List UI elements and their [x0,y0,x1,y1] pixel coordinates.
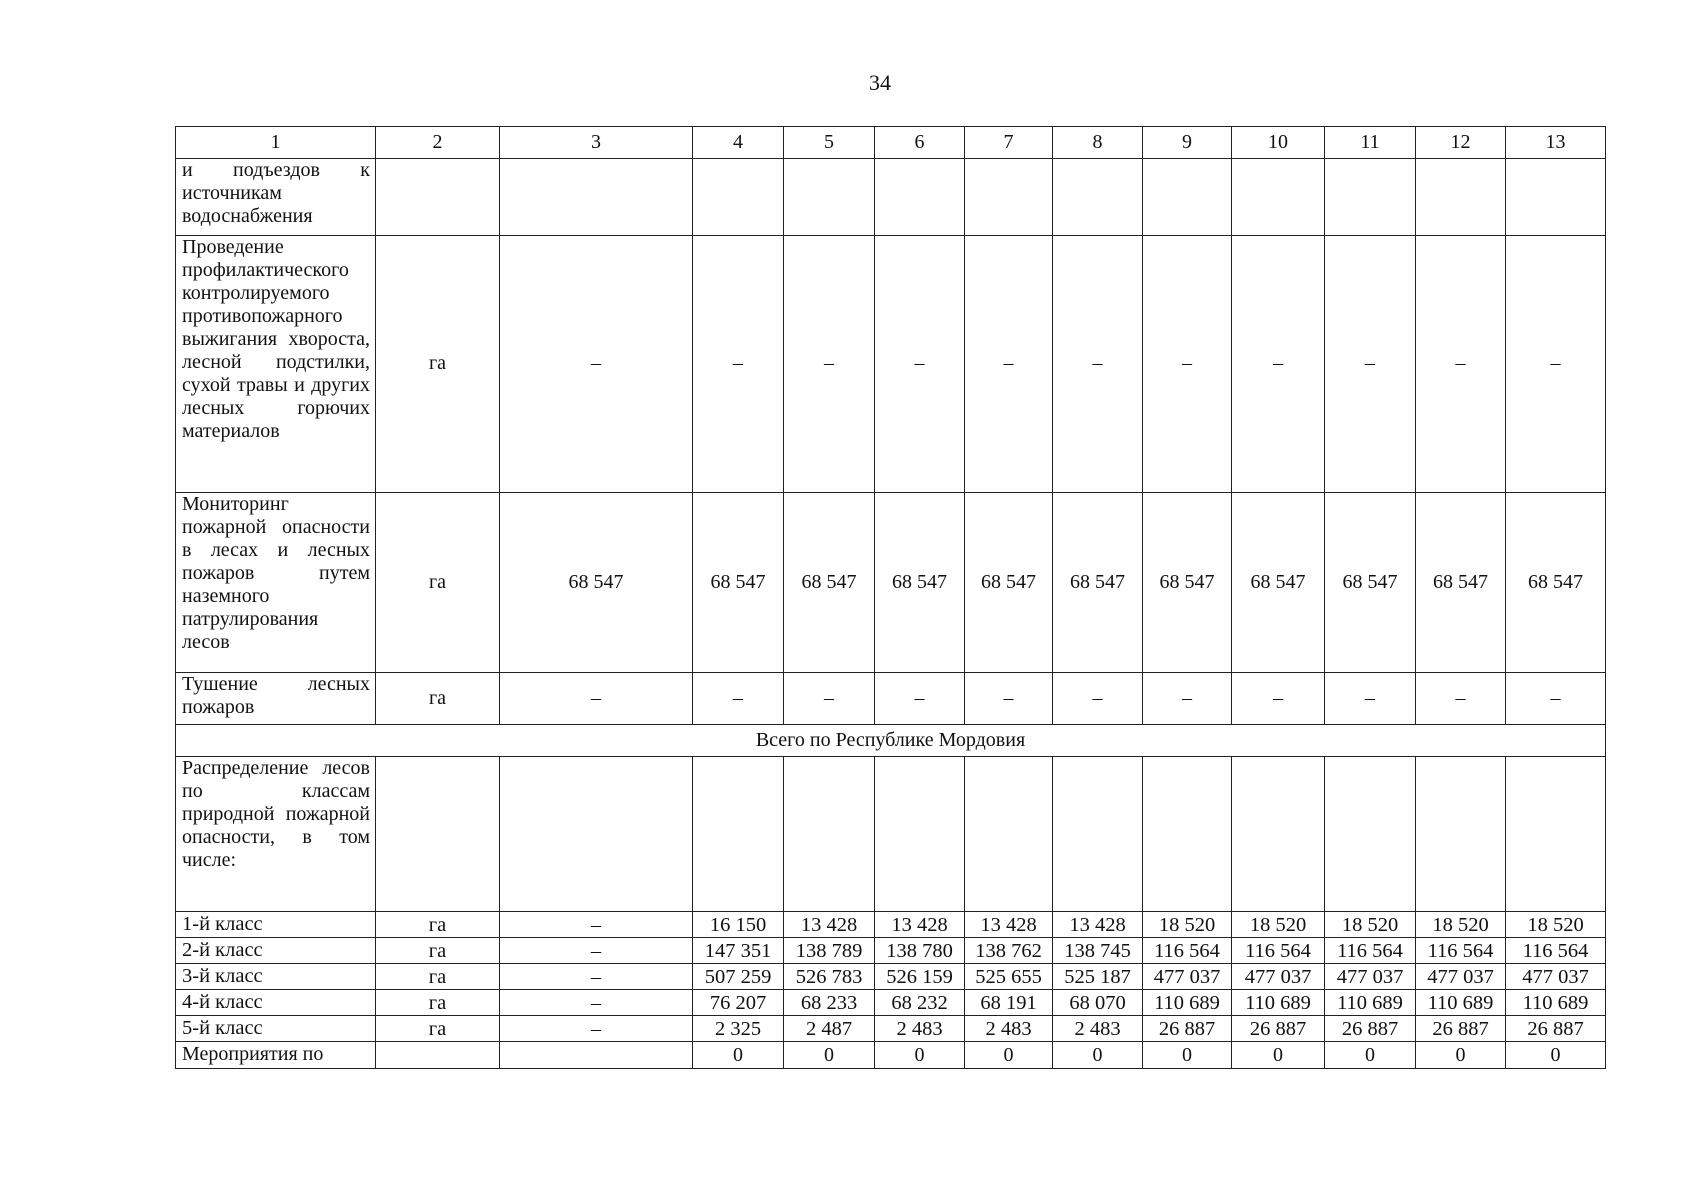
value-cell: 16 150 [693,912,784,938]
value-cell: – [1506,673,1606,725]
value-cell: – [1325,673,1416,725]
value-cell: 2 483 [1053,1016,1143,1042]
value-cell [1053,159,1143,236]
value-cell: – [1143,673,1232,725]
row-label: 5-й класс [176,1016,376,1042]
table-row-burn [176,236,1606,493]
value-cell: – [1232,236,1325,493]
value-cell: 18 520 [1143,912,1232,938]
value-cell: – [1416,673,1506,725]
column-number: 4 [693,127,784,159]
row-label: 3-й класс [176,964,376,990]
value-cell: – [500,673,693,725]
value-cell: – [500,938,693,964]
value-cell [1232,757,1325,912]
value-cell: 477 037 [1232,964,1325,990]
value-cell: 525 655 [965,964,1053,990]
value-cell [1143,757,1232,912]
value-cell: 68 191 [965,990,1053,1016]
value-cell [875,159,965,236]
value-cell [500,757,693,912]
column-number: 7 [965,127,1053,159]
value-cell: 110 689 [1416,990,1506,1016]
table-row-fire [176,673,1606,725]
row-label: 2-й класс [176,938,376,964]
value-cell [784,757,875,912]
value-cell: 0 [1325,1042,1416,1069]
unit-cell: га [376,493,500,673]
value-cell: 116 564 [1506,938,1606,964]
value-cell: 0 [693,1042,784,1069]
value-cell: 68 547 [1143,493,1232,673]
value-cell: 110 689 [1325,990,1416,1016]
table-row-monitor [176,493,1606,673]
unit-cell: га [376,938,500,964]
value-cell: 526 783 [784,964,875,990]
value-cell: 13 428 [784,912,875,938]
value-cell: 525 187 [1053,964,1143,990]
value-cell: 68 547 [875,493,965,673]
column-number: 6 [875,127,965,159]
table-row-measures [176,1042,1606,1069]
value-cell: 0 [1053,1042,1143,1069]
value-cell: – [965,236,1053,493]
value-cell: – [1053,236,1143,493]
value-cell: 2 325 [693,1016,784,1042]
value-cell [1416,757,1506,912]
value-cell: – [693,236,784,493]
value-cell: – [1143,236,1232,493]
value-cell: 68 547 [1416,493,1506,673]
value-cell: 477 037 [1143,964,1232,990]
value-cell: – [1232,673,1325,725]
value-cell [1506,757,1606,912]
row-label: Распределение лесов по классам природной пожарной опасности, в том числе: [176,757,376,912]
column-number: 13 [1506,127,1606,159]
value-cell: 477 037 [1506,964,1606,990]
section-row [176,725,1606,757]
column-number: 11 [1325,127,1416,159]
value-cell: 526 159 [875,964,965,990]
value-cell: – [875,673,965,725]
value-cell [1053,757,1143,912]
column-number: 2 [376,127,500,159]
value-cell: 13 428 [875,912,965,938]
value-cell: 68 547 [1325,493,1416,673]
value-cell: – [500,964,693,990]
value-cell: 110 689 [1232,990,1325,1016]
value-cell: – [965,673,1053,725]
column-number: 9 [1143,127,1232,159]
value-cell: 68 233 [784,990,875,1016]
value-cell: – [500,1016,693,1042]
value-cell: 68 547 [965,493,1053,673]
table-row-class5 [176,1016,1606,1042]
value-cell: 26 887 [1416,1016,1506,1042]
column-number: 3 [500,127,693,159]
value-cell: 2 483 [875,1016,965,1042]
value-cell: 68 547 [1053,493,1143,673]
value-cell: – [500,912,693,938]
table-body [176,127,1606,1069]
value-cell: 68 547 [784,493,875,673]
value-cell: 76 207 [693,990,784,1016]
value-cell [965,159,1053,236]
value-cell: 507 259 [693,964,784,990]
value-cell: – [693,673,784,725]
row-label: Тушение лесных пожаров [176,673,376,725]
value-cell [693,159,784,236]
table-row-class1 [176,912,1606,938]
value-cell: 110 689 [1506,990,1606,1016]
unit-cell: га [376,964,500,990]
table-row-class4 [176,990,1606,1016]
value-cell: 68 547 [693,493,784,673]
value-cell: – [500,990,693,1016]
forest-fire-table [175,126,1606,1069]
column-number: 8 [1053,127,1143,159]
value-cell [1416,159,1506,236]
value-cell: 68 547 [1232,493,1325,673]
value-cell: 68 070 [1053,990,1143,1016]
value-cell [784,159,875,236]
value-cell [965,757,1053,912]
column-number-row [176,127,1606,159]
value-cell: – [1506,236,1606,493]
value-cell [500,159,693,236]
value-cell: 0 [875,1042,965,1069]
value-cell: 26 887 [1325,1016,1416,1042]
value-cell: 26 887 [1506,1016,1606,1042]
value-cell [500,1042,693,1069]
value-cell: 2 483 [965,1016,1053,1042]
value-cell: 0 [965,1042,1053,1069]
value-cell: 0 [1416,1042,1506,1069]
value-cell: 138 762 [965,938,1053,964]
value-cell: 116 564 [1325,938,1416,964]
value-cell: 0 [784,1042,875,1069]
row-label: Проведение профилактического контролируемого противопожарного выжигания хвороста, лесной подстилки, сухой травы и других лесных горючих материалов [176,236,376,493]
value-cell [1232,159,1325,236]
column-number: 10 [1232,127,1325,159]
row-label: 4-й класс [176,990,376,1016]
value-cell: 68 547 [500,493,693,673]
value-cell: 13 428 [965,912,1053,938]
value-cell: 2 487 [784,1016,875,1042]
unit-cell: га [376,673,500,725]
table-row-distr [176,757,1606,912]
value-cell: – [1053,673,1143,725]
value-cell: 18 520 [1506,912,1606,938]
value-cell: 477 037 [1416,964,1506,990]
section-title: Всего по Республике Мордовия [176,725,1606,757]
unit-cell [376,159,500,236]
unit-cell: га [376,912,500,938]
value-cell: 477 037 [1325,964,1416,990]
value-cell: 68 232 [875,990,965,1016]
value-cell [1143,159,1232,236]
unit-cell: га [376,1016,500,1042]
value-cell: 26 887 [1232,1016,1325,1042]
page-number: 34 [869,70,891,95]
value-cell: 138 789 [784,938,875,964]
unit-cell [376,757,500,912]
value-cell: 18 520 [1416,912,1506,938]
value-cell: 116 564 [1143,938,1232,964]
unit-cell: га [376,990,500,1016]
value-cell: 0 [1232,1042,1325,1069]
value-cell [1325,757,1416,912]
value-cell: – [1416,236,1506,493]
value-cell: 26 887 [1143,1016,1232,1042]
value-cell: – [1325,236,1416,493]
column-number: 1 [176,127,376,159]
row-label: 1-й класс [176,912,376,938]
value-cell: 147 351 [693,938,784,964]
value-cell [693,757,784,912]
value-cell [875,757,965,912]
value-cell: 138 745 [1053,938,1143,964]
value-cell: – [500,236,693,493]
value-cell: 18 520 [1232,912,1325,938]
value-cell: – [784,673,875,725]
value-cell [1325,159,1416,236]
unit-cell: га [376,236,500,493]
value-cell: 68 547 [1506,493,1606,673]
value-cell: 0 [1506,1042,1606,1069]
row-label: и подъездов к источникам водоснабжения [176,159,376,236]
value-cell: – [875,236,965,493]
row-label: Мероприятия по [176,1042,376,1069]
value-cell: – [784,236,875,493]
column-number: 12 [1416,127,1506,159]
row-label: Мониторинг пожарной опасности в лесах и лесных пожаров путем наземного патрулирования лесов [176,493,376,673]
value-cell: 138 780 [875,938,965,964]
column-number: 5 [784,127,875,159]
table-row-class2 [176,938,1606,964]
value-cell: 110 689 [1143,990,1232,1016]
unit-cell [376,1042,500,1069]
table-row-class3 [176,964,1606,990]
table-row-approach [176,159,1606,236]
value-cell [1506,159,1606,236]
value-cell: 18 520 [1325,912,1416,938]
value-cell: 116 564 [1416,938,1506,964]
value-cell: 0 [1143,1042,1232,1069]
value-cell: 13 428 [1053,912,1143,938]
value-cell: 116 564 [1232,938,1325,964]
